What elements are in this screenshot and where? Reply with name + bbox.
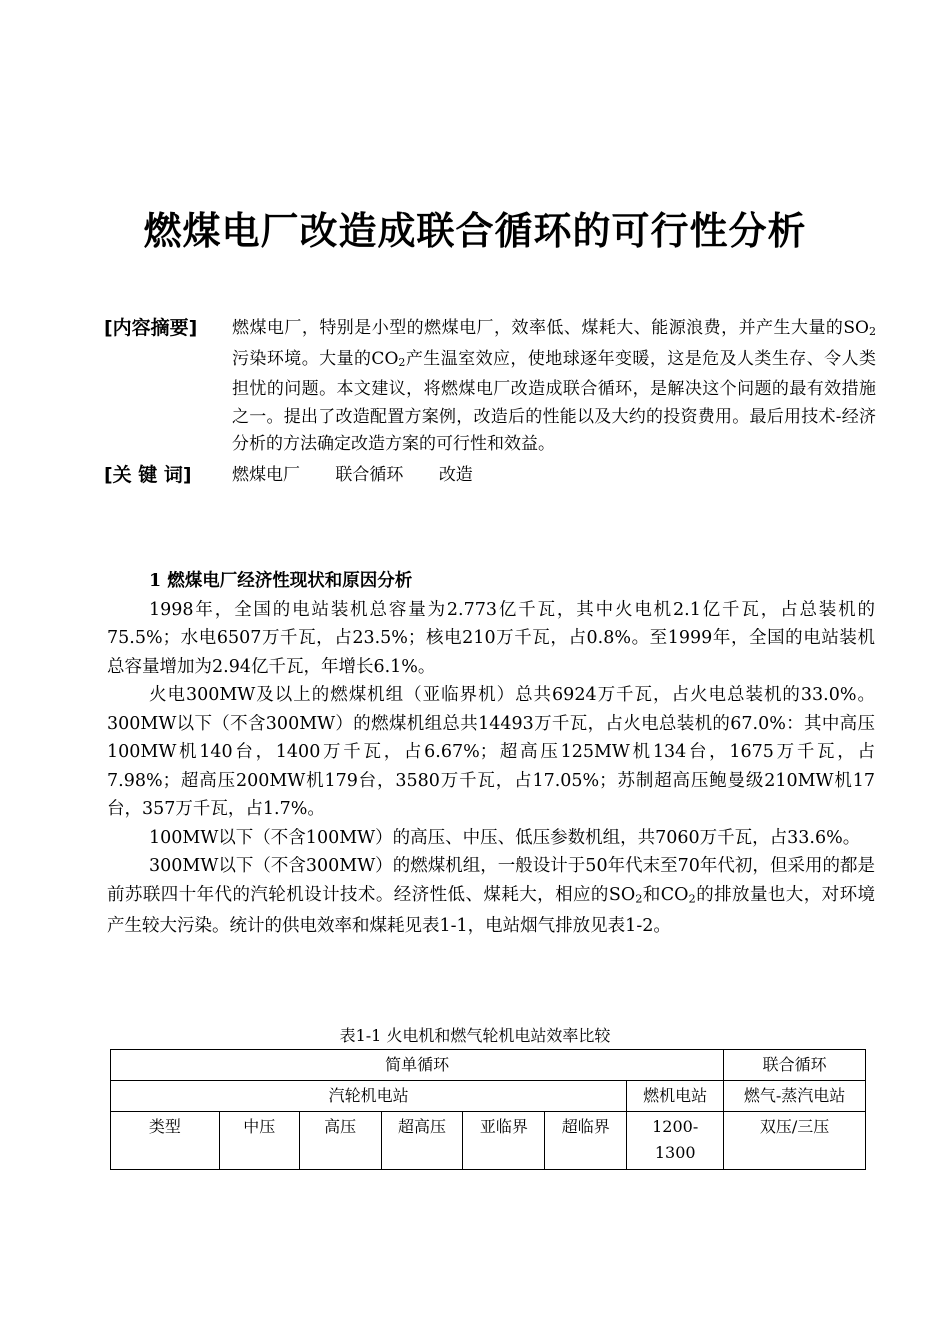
document-title: 燃煤电厂改造成联合循环的可行性分析 <box>143 209 807 253</box>
keywords-list <box>232 462 503 489</box>
table-caption: 表1-1 火电机和燃气轮机电站效率比较 <box>339 1026 611 1045</box>
abstract-text-part: 燃煤电厂，特别是小型的燃煤电厂，效率低、煤耗大、能源浪费，并产生大量的SO <box>232 318 869 338</box>
table-cell: 超高压 <box>381 1112 463 1170</box>
table-row <box>111 1081 866 1112</box>
paragraph: 100MW以下（不含100MW）的高压、中压、低压参数机组，共7060万千瓦，占33.6%。 <box>149 827 861 848</box>
keyword: 燃煤电厂 <box>232 464 300 485</box>
table-cell: 超临界 <box>545 1112 627 1170</box>
table-cell: 燃气-蒸汽电站 <box>724 1081 866 1112</box>
paragraph: 1998年，全国的电站装机总容量为2.773亿千瓦，其中火电机2.1亿千瓦，占总装机的75.5%；水电6507万千瓦，占23.5%；核电210万千瓦，占0.8%。至1999年，全国的电站装机总容量增加为2.94亿千瓦，年增长6.1%。 <box>107 599 875 677</box>
abstract-text <box>232 315 876 459</box>
section-heading: 1 燃煤电厂经济性现状和原因分析 <box>149 571 413 591</box>
table-cell: 1200-1300 <box>627 1112 724 1170</box>
abstract-text-part: 产生温室效应，使地球逐年变暖，这是危及人类生存、令人类担忧的问题。本文建议，将燃煤电厂改造成联合循环，是解决这个问题的最有效措施之一。提出了改造配置方案例，改造后的性能以及大约的投资费用。最后用技术-经济分析的方法确定改造方案的可行性和效益。 <box>232 348 877 455</box>
keyword: 联合循环 <box>335 464 404 485</box>
abstract-block <box>104 315 876 489</box>
paragraph <box>107 852 875 941</box>
paragraph-part: 的排放量也大，对环境产生较大污染。统计的供电效率和煤耗见表1-1，电站烟气排放见表1-2。 <box>107 884 875 937</box>
table-row <box>111 1112 866 1170</box>
subscript: 2 <box>398 355 406 369</box>
keywords-row <box>104 462 876 489</box>
subscript: 2 <box>688 890 696 905</box>
table-cell: 类型 <box>111 1112 220 1170</box>
subscript: 2 <box>635 890 643 905</box>
efficiency-table <box>110 1049 866 1170</box>
abstract-label: [内容摘要] <box>104 317 198 339</box>
table-cell: 简单循环 <box>111 1050 724 1081</box>
paragraph: 火电300MW及以上的燃煤机组（亚临界机）总共6924万千瓦，占火电总装机的33.0%。300MW以下（不含300MW）的燃煤机组总共14493万千瓦，占火电总装机的67.0%：其中高压100MW机140台，1400万千瓦，占6.67%；超高压125MW机134台，1675万千瓦，占7.98%；超高压200MW机179台，3580万千瓦，占17.05%；苏制超高压鲍曼级210MW机17台，357万千瓦，占1.7%。 <box>107 685 875 819</box>
table-row <box>111 1050 866 1081</box>
table-cell: 双压/三压 <box>724 1112 866 1170</box>
paragraph-part: 和CO <box>642 884 689 905</box>
section-1 <box>107 567 875 941</box>
table-cell: 中压 <box>219 1112 299 1170</box>
abstract-row <box>104 315 876 459</box>
paragraph-part: 300MW以下（不含300MW）的燃煤机组，一般设计于50年代末至70年代初，但采用的都是前苏联四十年代的汽轮机设计技术。经济性低、煤耗大，相应的SO <box>107 856 875 905</box>
keywords-label: [关 键 词] <box>104 463 192 486</box>
table-cell: 燃机电站 <box>627 1081 724 1112</box>
table-cell: 亚临界 <box>463 1112 545 1170</box>
abstract-text-part: 污染环境。大量的CO <box>232 348 399 369</box>
table-cell: 联合循环 <box>724 1050 866 1081</box>
table-cell: 高压 <box>299 1112 381 1170</box>
keyword: 改造 <box>438 464 473 485</box>
subscript: 2 <box>868 325 876 339</box>
table-cell: 汽轮机电站 <box>111 1081 627 1112</box>
